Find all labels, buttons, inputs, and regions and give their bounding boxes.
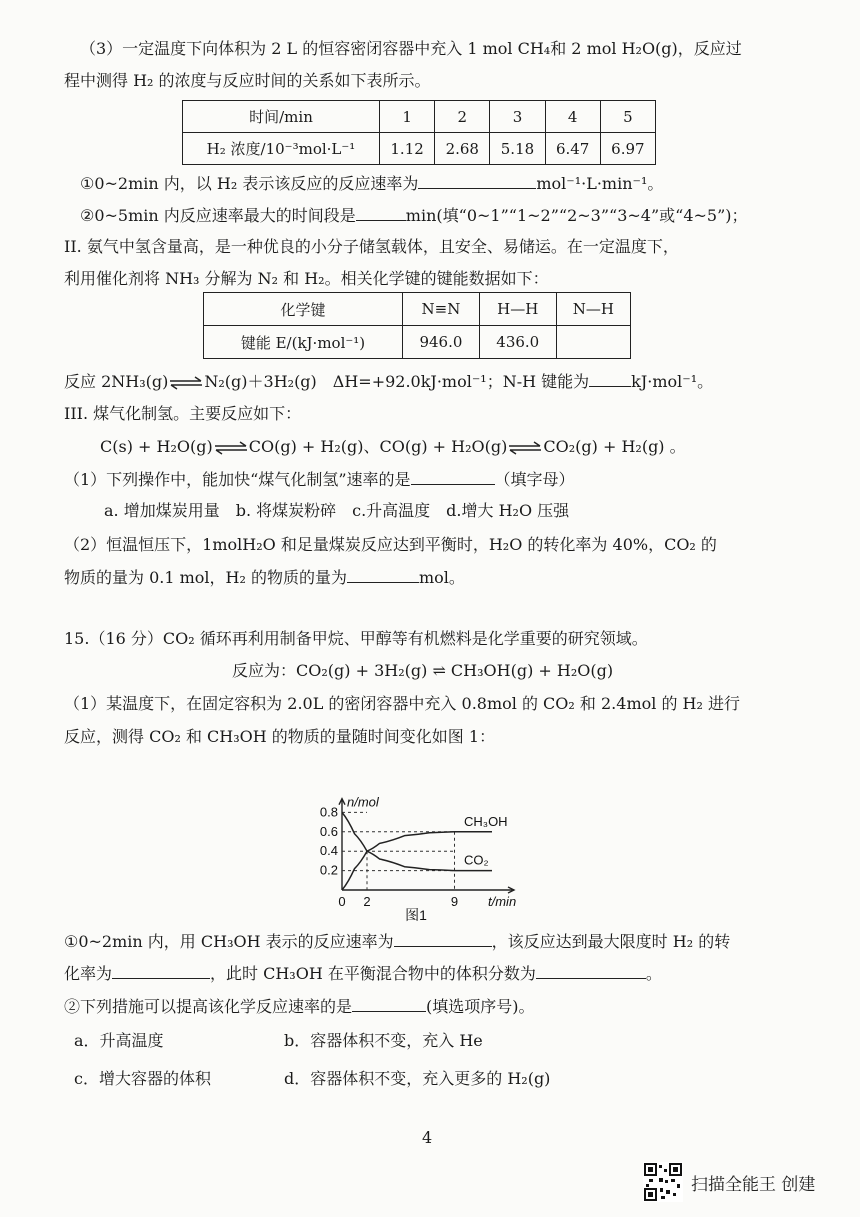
scanner-label: 扫描全能王 创建	[691, 1174, 816, 1195]
series-label: CO₂	[464, 852, 489, 868]
option-c: c．增大容器的体积	[74, 1069, 211, 1088]
part-a-intro-line2: 程中测得 H₂ 的浓度与反应时间的关系如下表所示。	[64, 71, 431, 90]
equilibrium-arrow-icon	[213, 441, 249, 455]
table-cell: H—H	[479, 293, 556, 326]
option-d: d．容器体积不变，充入更多的 H₂(g)	[284, 1069, 551, 1088]
answer-blank[interactable]	[347, 566, 419, 583]
part-a-question-2: ②0~5min 内反应速率最大的时间段是 min(填“0~1”“1~2”“2~3”“3~4”或“4~5”)；	[80, 206, 748, 225]
question-15-title: 15.（16 分）CO₂ 循环再利用制备甲烷、甲醇等有机燃料是化学重要的研究领域。	[64, 629, 648, 648]
table-cell: N—H	[556, 293, 630, 326]
question-15-sub2: ②下列措施可以提高该化学反应速率的是 (填选项序号)。	[64, 997, 535, 1016]
question-15-sub1-line2: 化率为 ，此时 CH₃OH 在平衡混合物中的体积分数为 。	[64, 964, 662, 983]
part-c-question-1: （1）下列操作中，能加快“煤气化制氢”速率的是 （填字母）	[64, 470, 575, 489]
table-cell: 946.0	[403, 326, 480, 359]
part-b-reaction: 反应 2NH₃(g) N₂(g)＋3H₂(g) ΔH=+92.0kJ·mol⁻¹；N-H 键能为 kJ·mol⁻¹。	[64, 372, 714, 391]
table-cell: 6.97	[600, 133, 655, 165]
table-header-time: 时间/min	[183, 101, 380, 133]
table-cell: 6.47	[545, 133, 600, 165]
table-header-energy: 键能 E/(kJ·mol⁻¹)	[204, 326, 403, 359]
y-tick-label: 0.6	[319, 823, 338, 839]
table-cell: 436.0	[479, 326, 556, 359]
answer-blank[interactable]	[112, 962, 210, 979]
table-cell: 2.68	[435, 133, 490, 165]
h2-concentration-table	[182, 100, 656, 165]
equilibrium-arrow-icon	[507, 441, 543, 455]
part-c-equations: C(s) + H₂O(g) CO(g) + H₂(g)、CO(g) + H₂O(g) CO₂(g) + H₂(g) 。	[100, 437, 686, 456]
part-c-heading: III. 煤气化制氢。主要反应如下：	[64, 404, 302, 423]
series-label: CH₃OH	[464, 813, 508, 829]
table-cell: 2	[435, 101, 490, 133]
part-c-options: a. 增加煤炭用量 b. 将煤炭粉碎 c.升高温度 d.增大 H₂O 压强	[104, 501, 570, 520]
qr-code-icon	[643, 1162, 683, 1202]
equilibrium-arrow-icon	[168, 376, 204, 390]
option-a: a．升高温度	[74, 1031, 164, 1050]
table-header-bond: 化学键	[204, 293, 403, 326]
part-c-question-2-line2: 物质的量为 0.1 mol，H₂ 的物质的量为 mol。	[64, 568, 465, 587]
part-a-question-1: ①0~2min 内，以 H₂ 表示该反应的反应速率为 mol⁻¹·L·min⁻¹。	[80, 174, 664, 193]
part-b-heading: II. 氨气中氢含量高，是一种优良的小分子储氢载体，且安全、易储运。在一定温度下，	[64, 237, 679, 256]
y-tick-label: 0.4	[319, 843, 338, 859]
answer-blank[interactable]	[352, 995, 426, 1012]
answer-blank[interactable]	[394, 930, 492, 947]
table-header-concentration: H₂ 浓度/10⁻³mol·L⁻¹	[183, 133, 380, 165]
y-tick-label: 0.2	[319, 862, 338, 878]
table-cell: 3	[490, 101, 545, 133]
part-b-line2: 利用催化剂将 NH₃ 分解为 N₂ 和 H₂。相关化学键的键能数据如下：	[64, 269, 549, 288]
table-cell: 5	[600, 101, 655, 133]
figure-1-chart	[300, 752, 540, 922]
table-cell: 4	[545, 101, 600, 133]
x-tick-label: 2	[363, 894, 371, 909]
question-15-reaction: 反应为：CO₂(g) + 3H₂(g) ⇌ CH₃OH(g) + H₂O(g)	[232, 661, 614, 680]
table-cell	[556, 326, 630, 359]
table-cell: 1	[380, 101, 435, 133]
answer-blank[interactable]	[356, 204, 406, 221]
y-tick-label: 0.8	[319, 804, 338, 820]
answer-blank[interactable]	[536, 962, 646, 979]
y-axis-label: n/mol	[347, 794, 379, 810]
table-cell: 1.12	[380, 133, 435, 165]
x-axis-label: t/min	[488, 894, 517, 909]
chart-title: 图1	[405, 907, 427, 922]
table-cell: 5.18	[490, 133, 545, 165]
question-15-sub1-line1: ①0~2min 内，用 CH₃OH 表示的反应速率为 ，该反应达到最大限度时 H₂ 的转	[64, 932, 731, 951]
part-a-intro-line1: （3）一定温度下向体积为 2 L 的恒容密闭容器中充入 1 mol CH₄和 2 mol H₂O(g)，反应过	[80, 39, 742, 58]
page-number: 4	[422, 1128, 433, 1147]
question-15-part1-line1: （1）某温度下，在固定容积为 2.0L 的密闭容器中充入 0.8mol 的 CO₂ 和 2.4mol 的 H₂ 进行	[64, 694, 740, 713]
chart-labels	[320, 795, 516, 922]
question-15-part1-line2: 反应，测得 CO₂ 和 CH₃OH 的物质的量随时间变化如图 1：	[64, 727, 496, 746]
part-c-question-2: （2）恒温恒压下，1molH₂O 和足量煤炭反应达到平衡时，H₂O 的转化率为 40%，CO₂ 的	[64, 535, 717, 554]
option-b: b．容器体积不变，充入 He	[284, 1031, 483, 1050]
scanner-watermark	[643, 1162, 815, 1202]
bond-energy-table	[203, 292, 631, 359]
table-cell: N≡N	[403, 293, 480, 326]
answer-blank[interactable]	[418, 172, 536, 189]
x-tick-label: 0	[338, 894, 346, 909]
x-tick-label: 9	[450, 894, 459, 909]
answer-blank[interactable]	[589, 370, 631, 387]
answer-blank[interactable]	[411, 468, 495, 485]
